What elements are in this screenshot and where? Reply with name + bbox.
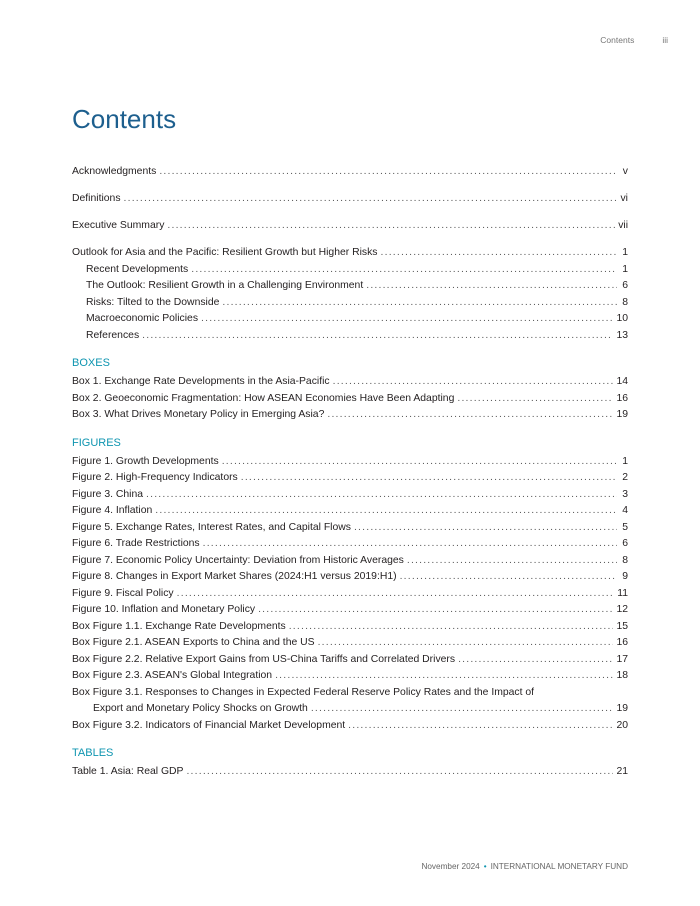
toc-entry-label: Box Figure 2.2. Relative Export Gains from US-China Tariffs and Correlated Drivers xyxy=(72,653,456,665)
toc-entry[interactable] xyxy=(72,262,628,279)
header-section: Contents xyxy=(600,35,635,45)
toc-entry[interactable] xyxy=(72,164,628,181)
toc-entry-page: v xyxy=(622,166,628,177)
dot-leader xyxy=(311,701,614,718)
dot-leader xyxy=(458,652,613,669)
toc-entry-page: 16 xyxy=(616,637,628,648)
toc-entry-label: Table 1. Asia: Real GDP xyxy=(72,766,184,777)
toc-entry-label: Box 3. What Drives Monetary Policy in Emerging Asia? xyxy=(72,409,325,420)
toc-entry[interactable] xyxy=(72,536,628,553)
toc-entry[interactable] xyxy=(72,328,628,345)
toc-entry-page: 3 xyxy=(622,488,628,500)
toc-entry-label: Figure 2. High-Frequency Indicators xyxy=(72,472,238,483)
toc-entry[interactable] xyxy=(72,586,628,603)
toc-entry[interactable] xyxy=(72,553,628,570)
toc-entry-line2 xyxy=(72,701,628,718)
dot-leader xyxy=(258,602,613,619)
toc-entry-label: Risks: Tilted to the Downside xyxy=(86,296,220,308)
dot-leader xyxy=(167,218,615,235)
toc-entry[interactable] xyxy=(72,619,628,636)
section-heading: BOXES xyxy=(72,357,110,369)
toc-entry[interactable] xyxy=(72,407,628,424)
toc-entry[interactable] xyxy=(72,245,628,262)
toc-entry-label: Box Figure 2.3. ASEAN's Global Integration xyxy=(72,670,273,681)
toc-entry-page: 12 xyxy=(616,604,628,615)
toc-entry[interactable] xyxy=(72,652,628,669)
dot-leader xyxy=(186,764,613,781)
toc-entry-label: The Outlook: Resilient Growth in a Challenging Environment xyxy=(86,280,364,291)
toc-entry-page: vi xyxy=(620,193,628,204)
toc-entry-page: 1 xyxy=(622,455,628,467)
dot-leader xyxy=(146,487,617,504)
section-heading: FIGURES xyxy=(72,436,121,449)
dot-leader xyxy=(457,391,613,408)
toc-entry-page: 5 xyxy=(622,521,628,533)
toc-entry-label: Definitions xyxy=(72,193,121,204)
dot-leader xyxy=(400,569,617,586)
dot-leader xyxy=(177,586,615,603)
section-heading: TABLES xyxy=(72,747,114,759)
dot-leader xyxy=(191,262,617,279)
dot-leader xyxy=(159,164,617,181)
toc-entry-label: Box Figure 3.1. Responses to Changes in Expected Federal Reserve Policy Rates and the Impact of xyxy=(72,686,535,698)
toc-entry-label: Executive Summary xyxy=(72,220,165,231)
dot-leader xyxy=(333,374,614,391)
toc-entry[interactable] xyxy=(72,391,628,408)
toc-entry-page: 14 xyxy=(616,376,628,387)
dot-leader xyxy=(381,245,617,262)
toc-entry-label: Figure 7. Economic Policy Uncertainty: Deviation from Historic Averages xyxy=(72,554,404,566)
toc-entry-label: Acknowledgments xyxy=(72,166,157,177)
dot-leader xyxy=(142,328,613,345)
toc-entry-line1 xyxy=(72,685,628,702)
toc-entry-page: 16 xyxy=(616,392,628,404)
dot-leader xyxy=(222,454,617,471)
toc-entry[interactable] xyxy=(72,278,628,295)
toc-entry-page: vii xyxy=(618,220,628,231)
toc-entry-page: 2 xyxy=(622,472,628,483)
footer-org: INTERNATIONAL MONETARY FUND xyxy=(490,862,628,871)
toc-entry-label: Figure 10. Inflation and Monetary Policy xyxy=(72,604,256,615)
toc-entry-label: Figure 3. China xyxy=(72,488,144,500)
toc-entry-page: 19 xyxy=(616,409,628,420)
toc-entry-label: Recent Developments xyxy=(86,263,189,275)
toc-entry[interactable] xyxy=(72,487,628,504)
toc-entry-page: 6 xyxy=(622,280,628,291)
toc-entry[interactable] xyxy=(72,218,628,235)
toc-entry-page: 10 xyxy=(616,313,628,324)
header-page-number: iii xyxy=(662,35,668,45)
toc-entry-label: Figure 4. Inflation xyxy=(72,505,153,516)
toc-entry[interactable] xyxy=(72,668,628,685)
toc-entry[interactable] xyxy=(72,569,628,586)
dot-leader xyxy=(318,635,614,652)
toc-entry-label: Figure 8. Changes in Export Market Shares (2024:H1 versus 2019:H1) xyxy=(72,571,397,582)
toc-entry[interactable] xyxy=(72,191,628,208)
footer-date: November 2024 xyxy=(421,862,480,871)
dot-leader xyxy=(222,295,617,312)
toc-entry-label: References xyxy=(86,329,140,341)
toc-entry-page: 8 xyxy=(622,554,628,566)
toc-entry-label: Box Figure 2.1. ASEAN Exports to China and the US xyxy=(72,637,315,648)
toc-entry-page: 1 xyxy=(622,247,628,258)
toc-entry-label: Box 1. Exchange Rate Developments in the Asia-Pacific xyxy=(72,376,330,387)
toc-entry-label: Box 2. Geoeconomic Fragmentation: How ASEAN Economies Have Been Adapting xyxy=(72,392,455,404)
toc-entry-label: Figure 6. Trade Restrictions xyxy=(72,538,200,549)
toc-entry-page: 8 xyxy=(622,296,628,308)
toc-entry-page: 20 xyxy=(616,719,628,731)
toc-entry-label: Figure 9. Fiscal Policy xyxy=(72,587,174,599)
dot-leader xyxy=(241,470,617,487)
toc-entry[interactable] xyxy=(72,602,628,619)
dot-leader xyxy=(289,619,614,636)
toc-entry-page: 6 xyxy=(622,538,628,549)
toc-entry-page: 4 xyxy=(622,505,628,516)
page-title: Contents xyxy=(72,104,177,134)
toc-entry-label: Box Figure 3.2. Indicators of Financial Market Development xyxy=(72,719,346,731)
dot-leader xyxy=(203,536,617,553)
toc-entry-label: Outlook for Asia and the Pacific: Resilient Growth but Higher Risks xyxy=(72,247,378,258)
toc-entry-page: 13 xyxy=(616,329,628,341)
toc-entry-label: Figure 5. Exchange Rates, Interest Rates, and Capital Flows xyxy=(72,521,351,533)
toc-entry-page: 9 xyxy=(622,571,628,582)
toc-entry[interactable] xyxy=(72,685,628,718)
toc-entry[interactable] xyxy=(72,454,628,471)
toc-entry[interactable] xyxy=(72,311,628,328)
toc-entry-page: 21 xyxy=(616,766,628,777)
bullet-icon: • xyxy=(483,862,487,871)
toc-entry-label: Macroeconomic Policies xyxy=(86,313,199,324)
toc-entry[interactable] xyxy=(72,295,628,312)
toc-entry-page: 19 xyxy=(616,703,628,714)
dot-leader xyxy=(327,407,613,424)
table-of-contents xyxy=(72,164,628,781)
dot-leader xyxy=(348,718,613,735)
toc-entry-label: Box Figure 1.1. Exchange Rate Developments xyxy=(72,620,286,632)
running-header xyxy=(572,35,668,45)
dot-leader xyxy=(354,520,617,537)
dot-leader xyxy=(366,278,617,295)
dot-leader xyxy=(407,553,617,570)
dot-leader xyxy=(155,503,617,520)
toc-entry-label: Export and Monetary Policy Shocks on Growth xyxy=(93,703,308,714)
toc-entry[interactable] xyxy=(72,718,628,735)
toc-entry-page: 11 xyxy=(617,587,628,599)
toc-entry[interactable] xyxy=(72,470,628,487)
toc-entry-page: 18 xyxy=(616,670,628,681)
toc-entry[interactable] xyxy=(72,520,628,537)
toc-entry-page: 15 xyxy=(616,620,628,632)
toc-entry-page: 1 xyxy=(622,263,628,275)
dot-leader xyxy=(201,311,613,328)
toc-entry-page: 17 xyxy=(616,653,628,665)
toc-entry[interactable] xyxy=(72,503,628,520)
toc-entry[interactable] xyxy=(72,764,628,781)
footer xyxy=(421,862,628,871)
toc-entry-label: Figure 1. Growth Developments xyxy=(72,455,219,467)
toc-entry[interactable] xyxy=(72,374,628,391)
dot-leader xyxy=(275,668,613,685)
dot-leader xyxy=(124,191,617,208)
toc-entry[interactable] xyxy=(72,635,628,652)
